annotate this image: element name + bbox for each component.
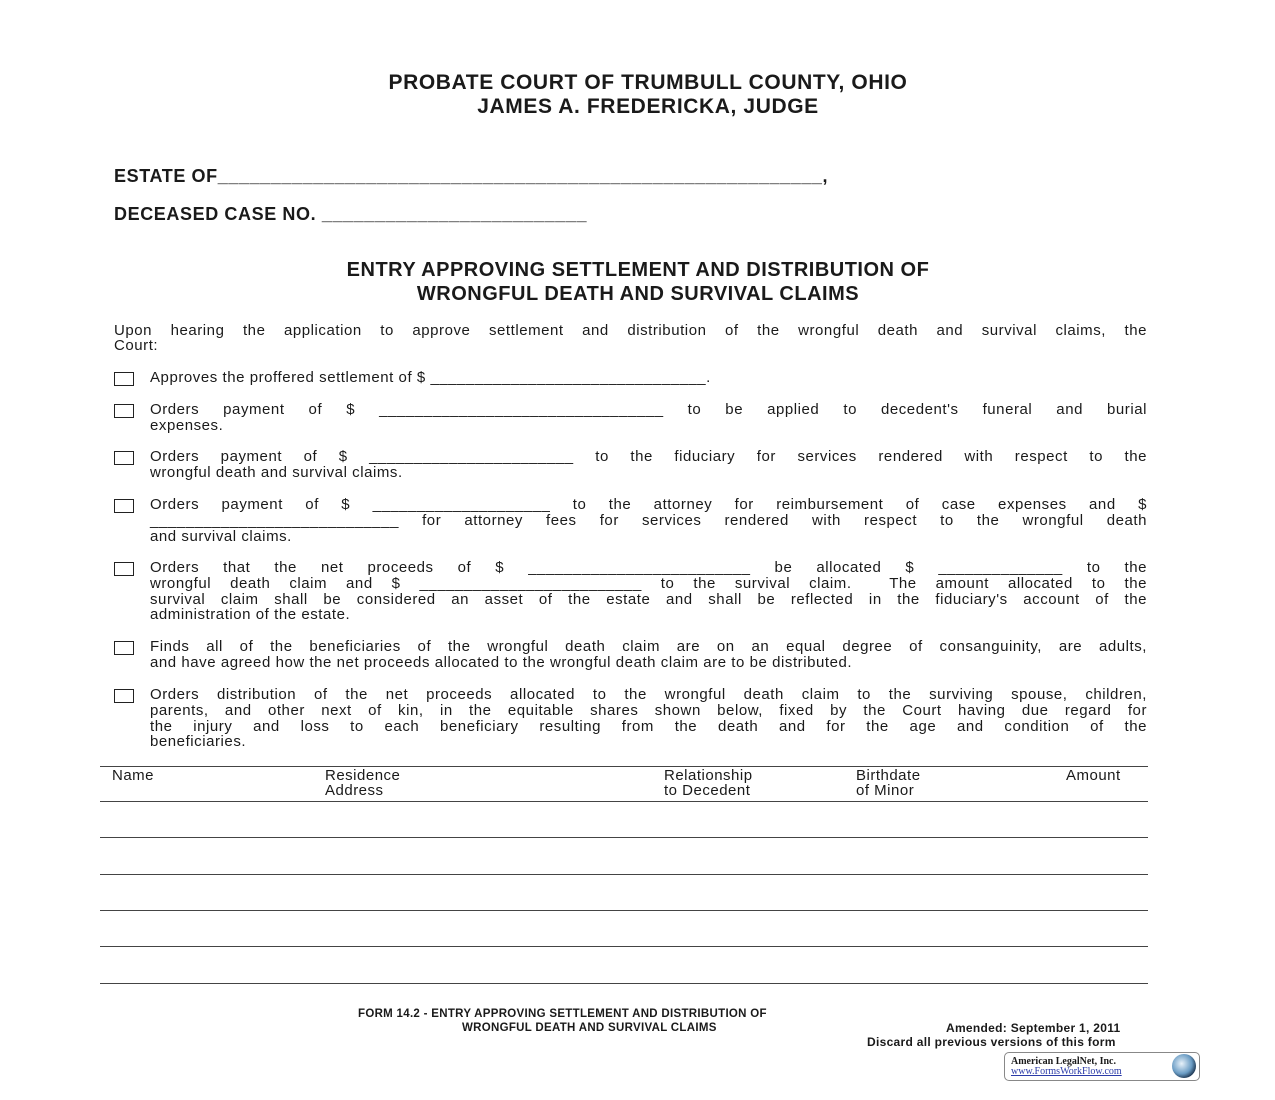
globe-icon bbox=[1172, 1054, 1196, 1078]
intro-text: Upon hearing the application to approve settlement and distribution of the wrongful death and survival claims, the bbox=[114, 322, 1147, 339]
item-text: and have agreed how the net proceeds allocated to the wrongful death claim are to be distributed. bbox=[150, 653, 853, 671]
footer-discard-notice: Discard all previous versions of this form bbox=[867, 1035, 1116, 1049]
american-legalnet-logo[interactable] bbox=[1004, 1052, 1200, 1081]
col-header-birthdate: Birthdate bbox=[856, 767, 921, 784]
table-row[interactable] bbox=[100, 874, 1148, 875]
item-text: parents, and other next of kin, in the equitable shares shown below, fixed by the Court having due regard for bbox=[150, 701, 1147, 719]
estate-of-field[interactable]: ESTATE OF_________________________________________________________, bbox=[114, 166, 829, 186]
checkbox-item-4[interactable] bbox=[114, 499, 134, 513]
item-text: Approves the proffered settlement of $ _______________________________. bbox=[150, 369, 711, 386]
form-title-line1: ENTRY APPROVING SETTLEMENT AND DISTRIBUTION OF bbox=[346, 259, 930, 281]
logo-url-link[interactable]: www.FormsWorkFlow.com bbox=[1011, 1066, 1122, 1077]
table-row[interactable] bbox=[100, 983, 1148, 984]
table-row[interactable] bbox=[100, 946, 1148, 947]
footer-form-name: WRONGFUL DEATH AND SURVIVAL CLAIMS bbox=[462, 1022, 717, 1034]
item-text: ____________________________ for attorney fees for services rendered with respect to the wrongful death bbox=[150, 511, 1147, 529]
form-title-line2: WRONGFUL DEATH AND SURVIVAL CLAIMS bbox=[416, 283, 860, 305]
item-text: survival claim shall be considered an asset of the estate and shall be reflected in the fiduciary's account of the bbox=[150, 590, 1147, 608]
item-text: Finds all of the beneficiaries of the wrongful death claim are on an equal degree of consanguinity, are adults, bbox=[150, 638, 1147, 655]
table-row[interactable] bbox=[100, 910, 1148, 911]
col-header-name: Name bbox=[112, 767, 155, 784]
item-text: wrongful death claim and $ _________________________ to the survival claim. The amount allocated to the bbox=[150, 574, 1147, 592]
checkbox-item-2[interactable] bbox=[114, 404, 134, 418]
checkbox-item-7[interactable] bbox=[114, 689, 134, 703]
col-header-relationship: to Decedent bbox=[664, 782, 751, 799]
item-text: wrongful death and survival claims. bbox=[150, 463, 403, 481]
court-name: PROBATE COURT OF TRUMBULL COUNTY, OHIO bbox=[388, 71, 908, 94]
item-text: and survival claims. bbox=[150, 527, 292, 545]
col-header-amount: Amount bbox=[1066, 767, 1121, 784]
table-top-rule bbox=[100, 766, 1148, 767]
table-header-rule bbox=[100, 801, 1148, 802]
item-text: beneficiaries. bbox=[150, 733, 247, 751]
item-text: administration of the estate. bbox=[150, 606, 351, 624]
col-header-relationship: Relationship bbox=[664, 767, 753, 784]
checkbox-item-1[interactable] bbox=[114, 372, 134, 386]
footer-form-name: FORM 14.2 - ENTRY APPROVING SETTLEMENT AND DISTRIBUTION OF bbox=[358, 1008, 767, 1020]
item-text: the injury and loss to each beneficiary resulting from the death and for the age and condition of the bbox=[150, 717, 1147, 735]
col-header-residence: Address bbox=[325, 782, 384, 799]
logo-company-name: American LegalNet, Inc. bbox=[1011, 1056, 1116, 1067]
judge-name: JAMES A. FREDERICKA, JUDGE bbox=[477, 95, 819, 118]
case-number-field[interactable]: DECEASED CASE NO. _________________________ bbox=[114, 204, 588, 224]
item-text: expenses. bbox=[150, 416, 224, 434]
item-text: Orders payment of $ ____________________ to the attorney for reimbursement of case expenses and $ bbox=[150, 496, 1147, 513]
col-header-residence: Residence bbox=[325, 767, 401, 784]
table-row[interactable] bbox=[100, 837, 1148, 838]
item-text: Orders that the net proceeds of $ _________________________ be allocated $ ______________ to the bbox=[150, 559, 1147, 576]
item-text: Orders payment of $ ________________________________ to be applied to decedent's funeral and burial bbox=[150, 401, 1147, 418]
intro-text: Court: bbox=[114, 337, 159, 354]
footer-amended: Amended: September 1, 2011 bbox=[946, 1021, 1121, 1035]
item-text: Orders payment of $ _______________________ to the fiduciary for services rendered with respect to the bbox=[150, 448, 1147, 465]
checkbox-item-6[interactable] bbox=[114, 641, 134, 655]
item-text: Orders distribution of the net proceeds allocated to the wrongful death claim to the surviving spouse, children, bbox=[150, 686, 1147, 703]
checkbox-item-3[interactable] bbox=[114, 451, 134, 465]
col-header-birthdate: of Minor bbox=[856, 782, 915, 799]
checkbox-item-5[interactable] bbox=[114, 562, 134, 576]
